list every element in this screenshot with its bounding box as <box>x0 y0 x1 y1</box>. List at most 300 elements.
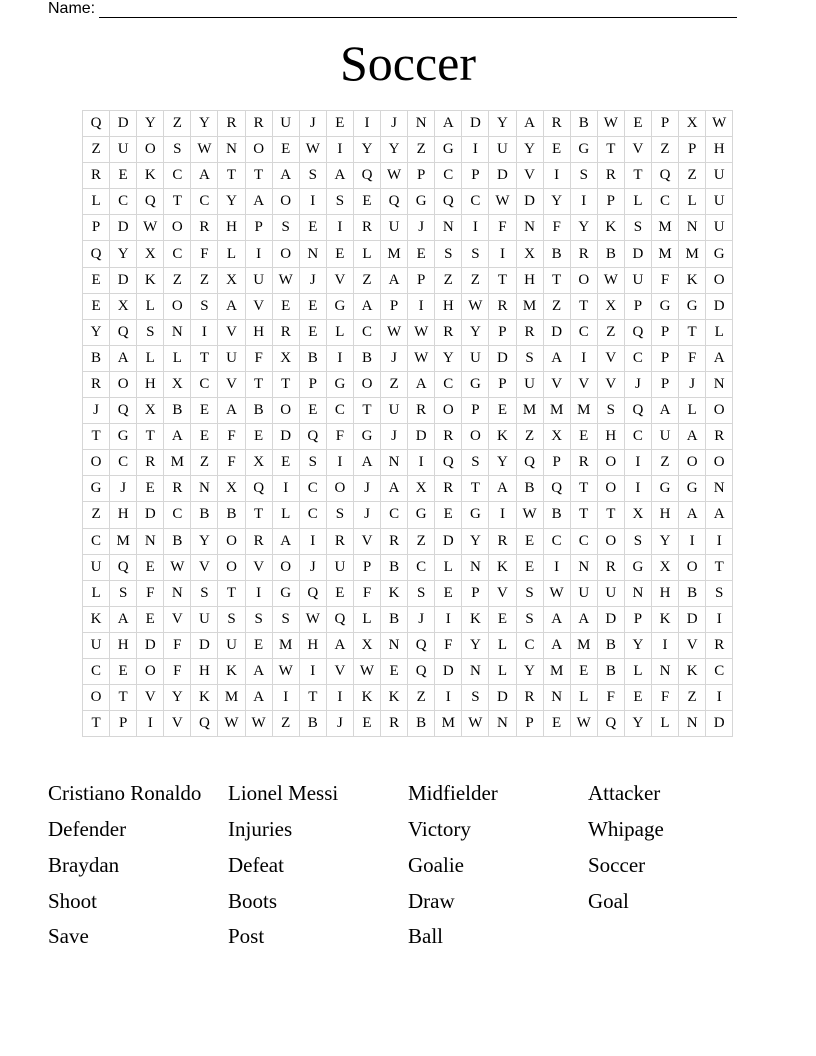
grid-cell: Q <box>543 476 570 502</box>
grid-cell: O <box>218 528 245 554</box>
grid-cell: M <box>651 241 678 267</box>
grid-cell: E <box>624 111 651 137</box>
grid-cell: T <box>83 711 110 737</box>
grid-cell: W <box>353 658 380 684</box>
grid-row <box>83 241 733 267</box>
grid-cell: B <box>245 398 272 424</box>
grid-cell: Y <box>489 111 516 137</box>
grid-cell: C <box>326 398 353 424</box>
grid-cell: C <box>164 163 191 189</box>
grid-cell: E <box>353 711 380 737</box>
grid-cell: G <box>435 137 462 163</box>
grid-cell: E <box>272 450 299 476</box>
grid-cell: T <box>543 267 570 293</box>
grid-cell: K <box>353 685 380 711</box>
grid-cell: I <box>326 137 353 163</box>
word-list-item: Ball <box>408 924 443 948</box>
grid-cell: Z <box>408 137 435 163</box>
grid-cell: O <box>706 398 733 424</box>
grid-cell: F <box>435 632 462 658</box>
grid-cell: T <box>597 137 624 163</box>
grid-cell: R <box>597 554 624 580</box>
grid-cell: Z <box>83 137 110 163</box>
grid-cell: F <box>245 345 272 371</box>
grid-cell: D <box>706 293 733 319</box>
grid-row <box>83 319 733 345</box>
grid-cell: L <box>435 554 462 580</box>
grid-cell: V <box>597 371 624 397</box>
grid-cell: N <box>408 111 435 137</box>
grid-cell: S <box>462 685 489 711</box>
grid-cell: T <box>570 293 597 319</box>
grid-cell: G <box>679 476 706 502</box>
grid-cell: A <box>110 606 137 632</box>
grid-cell: G <box>408 502 435 528</box>
word-list-item: Injuries <box>228 817 293 841</box>
grid-cell: R <box>489 293 516 319</box>
grid-cell: V <box>353 528 380 554</box>
grid-row <box>83 580 733 606</box>
grid-cell: K <box>137 267 164 293</box>
grid-cell: I <box>326 345 353 371</box>
grid-cell: C <box>299 502 326 528</box>
grid-cell: O <box>597 476 624 502</box>
grid-cell: B <box>570 111 597 137</box>
grid-cell: B <box>353 345 380 371</box>
grid-cell: I <box>191 319 218 345</box>
grid-cell: O <box>164 215 191 241</box>
grid-cell: X <box>218 267 245 293</box>
grid-cell: T <box>245 371 272 397</box>
grid-cell: Q <box>299 424 326 450</box>
grid-cell: U <box>489 137 516 163</box>
grid-cell: G <box>408 189 435 215</box>
grid-cell: E <box>137 606 164 632</box>
word-list-item: Draw <box>408 889 455 913</box>
grid-cell: R <box>516 319 543 345</box>
grid-cell: K <box>489 424 516 450</box>
grid-cell: Z <box>543 293 570 319</box>
grid-cell: Q <box>435 450 462 476</box>
grid-cell: P <box>624 606 651 632</box>
grid-cell: A <box>679 502 706 528</box>
grid-cell: B <box>299 711 326 737</box>
grid-cell: S <box>110 580 137 606</box>
grid-cell: F <box>489 215 516 241</box>
grid-cell: M <box>679 241 706 267</box>
grid-cell: I <box>706 606 733 632</box>
grid-cell: Z <box>435 267 462 293</box>
grid-cell: S <box>164 137 191 163</box>
grid-cell: J <box>353 502 380 528</box>
grid-cell: F <box>137 580 164 606</box>
grid-cell: T <box>570 476 597 502</box>
grid-cell: E <box>516 528 543 554</box>
grid-cell: Q <box>245 476 272 502</box>
grid-cell: B <box>164 398 191 424</box>
grid-cell: P <box>462 163 489 189</box>
grid-cell: H <box>110 502 137 528</box>
grid-cell: X <box>624 502 651 528</box>
grid-cell: Y <box>516 658 543 684</box>
grid-cell: J <box>408 606 435 632</box>
grid-cell: F <box>353 580 380 606</box>
grid-cell: T <box>353 398 380 424</box>
grid-cell: Z <box>164 267 191 293</box>
grid-cell: I <box>245 241 272 267</box>
grid-cell: E <box>326 580 353 606</box>
grid-cell: D <box>624 241 651 267</box>
grid-cell: G <box>651 476 678 502</box>
name-field <box>48 0 742 18</box>
grid-cell: Y <box>83 319 110 345</box>
grid-cell: O <box>326 476 353 502</box>
grid-cell: S <box>299 450 326 476</box>
grid-cell: R <box>435 476 462 502</box>
grid-cell: S <box>516 580 543 606</box>
grid-cell: F <box>164 632 191 658</box>
grid-cell: L <box>218 241 245 267</box>
grid-cell: A <box>218 398 245 424</box>
grid-cell: X <box>272 345 299 371</box>
grid-cell: Q <box>408 658 435 684</box>
grid-cell: N <box>137 528 164 554</box>
grid-cell: D <box>679 606 706 632</box>
grid-cell: O <box>435 398 462 424</box>
grid-cell: O <box>83 450 110 476</box>
grid-cell: Q <box>110 319 137 345</box>
grid-cell: C <box>462 189 489 215</box>
word-list-item: Goal <box>588 889 629 913</box>
grid-cell: A <box>651 398 678 424</box>
grid-cell: V <box>218 371 245 397</box>
grid-cell: B <box>516 476 543 502</box>
grid-cell: D <box>462 111 489 137</box>
grid-cell: J <box>381 345 408 371</box>
grid-cell: S <box>624 215 651 241</box>
grid-cell: A <box>435 111 462 137</box>
grid-cell: F <box>326 424 353 450</box>
grid-cell: S <box>462 241 489 267</box>
grid-cell: Y <box>489 450 516 476</box>
grid-cell: V <box>164 711 191 737</box>
grid-cell: E <box>299 398 326 424</box>
grid-cell: N <box>164 319 191 345</box>
grid-cell: E <box>516 554 543 580</box>
grid-cell: G <box>651 293 678 319</box>
grid-cell: T <box>624 163 651 189</box>
grid-cell: C <box>706 658 733 684</box>
grid-cell: P <box>462 398 489 424</box>
grid-row <box>83 450 733 476</box>
grid-cell: V <box>624 137 651 163</box>
grid-cell: K <box>381 580 408 606</box>
grid-cell: R <box>272 319 299 345</box>
grid-cell: O <box>570 267 597 293</box>
grid-cell: G <box>462 371 489 397</box>
grid-cell: W <box>408 319 435 345</box>
grid-cell: Z <box>651 450 678 476</box>
grid-cell: R <box>570 241 597 267</box>
grid-cell: W <box>218 711 245 737</box>
grid-cell: W <box>543 580 570 606</box>
grid-cell: S <box>706 580 733 606</box>
grid-cell: T <box>191 345 218 371</box>
grid-cell: X <box>137 241 164 267</box>
grid-cell: T <box>218 163 245 189</box>
page-title: Soccer <box>339 35 477 91</box>
grid-cell: C <box>83 528 110 554</box>
grid-cell: Q <box>435 189 462 215</box>
grid-cell: I <box>353 111 380 137</box>
grid-cell: Z <box>381 371 408 397</box>
grid-cell: S <box>272 606 299 632</box>
grid-cell: A <box>543 606 570 632</box>
grid-row <box>83 267 733 293</box>
grid-cell: J <box>353 476 380 502</box>
grid-cell: R <box>83 371 110 397</box>
grid-cell: M <box>164 450 191 476</box>
grid-cell: D <box>110 267 137 293</box>
grid-cell: Z <box>597 319 624 345</box>
grid-cell: K <box>679 267 706 293</box>
grid-cell: U <box>191 606 218 632</box>
grid-cell: K <box>83 606 110 632</box>
grid-cell: Z <box>651 137 678 163</box>
grid-cell: R <box>543 111 570 137</box>
grid-cell: U <box>706 189 733 215</box>
grid-cell: I <box>299 189 326 215</box>
grid-cell: B <box>597 241 624 267</box>
grid-cell: I <box>408 450 435 476</box>
grid-row <box>83 502 733 528</box>
grid-cell: O <box>83 685 110 711</box>
grid-cell: F <box>679 345 706 371</box>
grid-cell: Y <box>516 137 543 163</box>
grid-cell: E <box>137 554 164 580</box>
grid-cell: T <box>299 685 326 711</box>
grid-cell: D <box>435 528 462 554</box>
grid-cell: R <box>191 215 218 241</box>
grid-cell: Z <box>272 711 299 737</box>
grid-cell: A <box>408 371 435 397</box>
grid-cell: X <box>597 293 624 319</box>
grid-cell: A <box>353 293 380 319</box>
grid-cell: I <box>706 528 733 554</box>
grid-cell: Q <box>381 189 408 215</box>
grid-cell: Q <box>651 163 678 189</box>
grid-cell: N <box>516 215 543 241</box>
grid-cell: C <box>651 189 678 215</box>
grid-cell: E <box>543 711 570 737</box>
grid-cell: Q <box>597 711 624 737</box>
grid-cell: A <box>191 163 218 189</box>
grid-cell: L <box>489 658 516 684</box>
grid-cell: E <box>570 424 597 450</box>
grid-cell: S <box>191 580 218 606</box>
grid-cell: D <box>110 111 137 137</box>
grid-cell: C <box>435 371 462 397</box>
grid-cell: T <box>83 424 110 450</box>
grid-cell: S <box>245 606 272 632</box>
grid-cell: Z <box>516 424 543 450</box>
grid-cell: A <box>245 658 272 684</box>
grid-cell: R <box>164 476 191 502</box>
grid-cell: H <box>137 371 164 397</box>
grid-cell: P <box>381 293 408 319</box>
grid-row <box>83 163 733 189</box>
grid-cell: H <box>110 632 137 658</box>
grid-cell: F <box>164 658 191 684</box>
grid-row <box>83 658 733 684</box>
grid-row <box>83 685 733 711</box>
grid-cell: I <box>272 476 299 502</box>
grid-cell: I <box>624 450 651 476</box>
grid-cell: E <box>326 111 353 137</box>
grid-cell: D <box>137 502 164 528</box>
grid-cell: G <box>706 241 733 267</box>
grid-cell: T <box>164 189 191 215</box>
grid-cell: T <box>597 502 624 528</box>
grid-cell: A <box>543 632 570 658</box>
word-list-item: Lionel Messi <box>228 781 339 805</box>
grid-cell: Z <box>353 267 380 293</box>
grid-cell: R <box>353 215 380 241</box>
word-list-item: Soccer <box>588 853 646 877</box>
grid-cell: M <box>651 215 678 241</box>
grid-cell: E <box>299 215 326 241</box>
grid-cell: Q <box>408 632 435 658</box>
grid-cell: I <box>489 502 516 528</box>
grid-cell: N <box>706 476 733 502</box>
grid-cell: Q <box>137 189 164 215</box>
grid-cell: H <box>651 580 678 606</box>
grid-cell: B <box>218 502 245 528</box>
grid-row <box>83 215 733 241</box>
grid-cell: G <box>272 580 299 606</box>
grid-cell: U <box>83 554 110 580</box>
grid-cell: O <box>679 554 706 580</box>
grid-cell: Q <box>516 450 543 476</box>
grid-cell: T <box>570 502 597 528</box>
grid-cell: N <box>164 580 191 606</box>
grid-cell: A <box>326 163 353 189</box>
grid-cell: U <box>516 371 543 397</box>
grid-cell: C <box>164 502 191 528</box>
grid-cell: G <box>326 371 353 397</box>
grid-cell: W <box>272 267 299 293</box>
grid-cell: Y <box>381 137 408 163</box>
grid-cell: W <box>299 606 326 632</box>
grid-row <box>83 424 733 450</box>
grid-cell: Y <box>164 685 191 711</box>
grid-cell: H <box>651 502 678 528</box>
grid-cell: R <box>245 111 272 137</box>
grid-cell: O <box>353 371 380 397</box>
grid-cell: Q <box>191 711 218 737</box>
grid-cell: Q <box>353 163 380 189</box>
grid-cell: N <box>706 371 733 397</box>
grid-cell: Z <box>83 502 110 528</box>
grid-cell: Z <box>191 267 218 293</box>
grid-cell: N <box>299 241 326 267</box>
grid-cell: U <box>110 137 137 163</box>
word-list-item: Shoot <box>48 889 98 913</box>
grid-cell: T <box>679 319 706 345</box>
grid-cell: Q <box>624 319 651 345</box>
grid-row <box>83 528 733 554</box>
grid-cell: E <box>353 189 380 215</box>
grid-cell: Y <box>218 189 245 215</box>
word-list-item: Post <box>228 924 265 948</box>
grid-cell: I <box>245 580 272 606</box>
grid-cell: P <box>489 371 516 397</box>
grid-cell: A <box>218 293 245 319</box>
grid-cell: P <box>353 554 380 580</box>
grid-cell: L <box>706 319 733 345</box>
grid-cell: J <box>83 398 110 424</box>
grid-cell: O <box>272 398 299 424</box>
grid-cell: Z <box>164 111 191 137</box>
grid-cell: E <box>272 293 299 319</box>
grid-cell: T <box>110 685 137 711</box>
grid-cell: H <box>706 137 733 163</box>
grid-cell: U <box>326 554 353 580</box>
grid-row <box>83 632 733 658</box>
grid-cell: X <box>543 424 570 450</box>
word-list-item: Defeat <box>228 853 284 877</box>
grid-cell: C <box>570 319 597 345</box>
grid-cell: L <box>83 580 110 606</box>
grid-cell: C <box>299 476 326 502</box>
grid-cell: W <box>137 215 164 241</box>
grid-cell: P <box>245 215 272 241</box>
grid-cell: M <box>570 632 597 658</box>
grid-cell: W <box>570 711 597 737</box>
grid-cell: E <box>408 241 435 267</box>
grid-cell: U <box>218 345 245 371</box>
grid-cell: E <box>489 606 516 632</box>
grid-cell: Y <box>462 632 489 658</box>
grid-cell: E <box>570 658 597 684</box>
grid-cell: R <box>435 319 462 345</box>
grid-cell: D <box>516 189 543 215</box>
grid-cell: R <box>137 450 164 476</box>
grid-cell: J <box>110 476 137 502</box>
grid-cell: V <box>597 345 624 371</box>
word-list-item: Cristiano Ronaldo <box>48 781 202 805</box>
grid-cell: Q <box>110 398 137 424</box>
grid-cell: A <box>110 345 137 371</box>
grid-cell: K <box>651 606 678 632</box>
grid-cell: I <box>543 163 570 189</box>
word-list-item: Braydan <box>48 853 120 877</box>
grid-cell: A <box>164 424 191 450</box>
grid-cell: P <box>651 371 678 397</box>
grid-cell: D <box>489 163 516 189</box>
grid-cell: N <box>462 658 489 684</box>
grid-cell: W <box>597 267 624 293</box>
word-list-item: Whipage <box>588 817 664 841</box>
grid-cell: F <box>651 267 678 293</box>
grid-row <box>83 345 733 371</box>
grid-cell: V <box>218 319 245 345</box>
grid-cell: O <box>679 450 706 476</box>
grid-cell: G <box>624 554 651 580</box>
grid-cell: M <box>543 658 570 684</box>
grid-cell: Y <box>462 319 489 345</box>
grid-cell: I <box>543 554 570 580</box>
